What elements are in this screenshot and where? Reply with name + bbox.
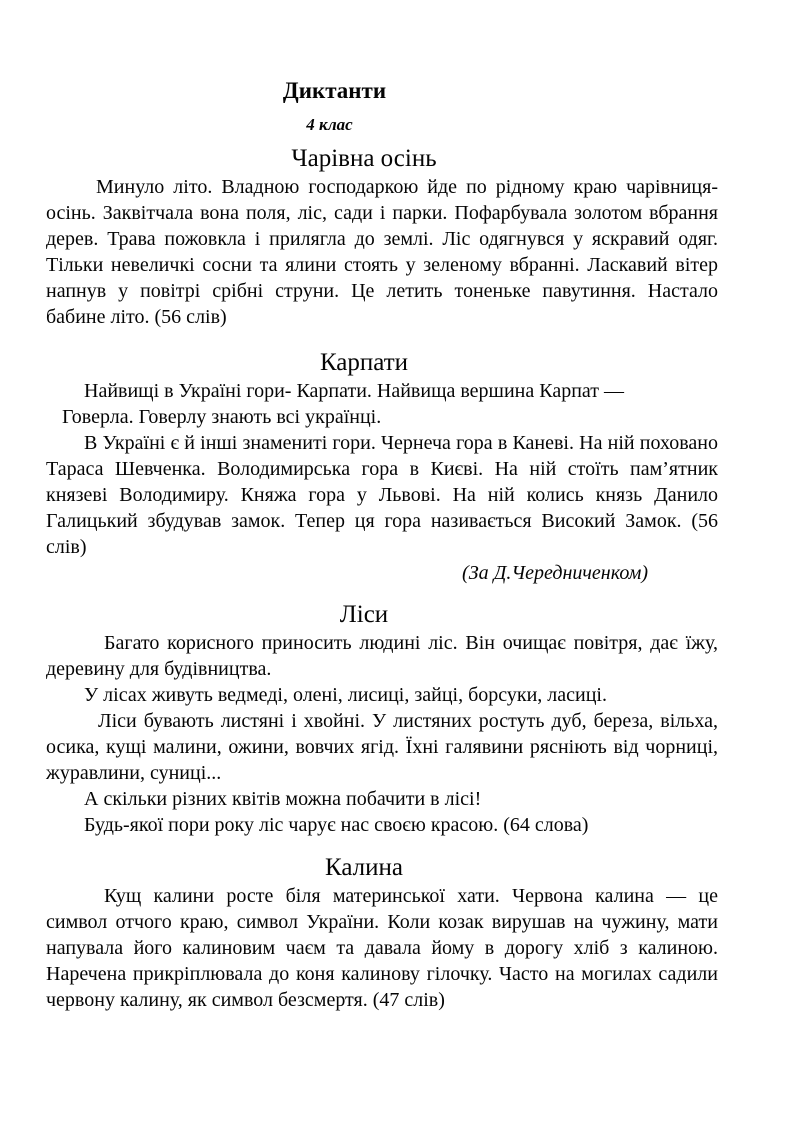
section-kalyna — [46, 852, 718, 1013]
section-heading: Чарівна осінь — [291, 145, 437, 172]
section-heading: Калина — [325, 854, 403, 881]
doc-title: Диктанти — [282, 78, 387, 103]
paragraph: Багато корисного приносить людині ліс. Він очищає повітря, дає їжу, деревину для будівництва. — [46, 632, 718, 680]
section-lisy — [46, 599, 718, 838]
section-karpaty — [46, 347, 718, 586]
paragraph-line: Говерла. Говерлу знають всі українці. — [62, 406, 382, 428]
paragraph-line: Найвищі в Україні гори- Карпати. Найвища вершина Карпат — — [84, 380, 624, 402]
paragraph: Минуло літо. Владною господаркою йде по рідному краю чарівниця-осінь. Заквітчала вона поля, ліс, сади і парки. Пофарбувала золотом вбрання дерев. Трава пожовкла і прилягла до землі. Ліс одягнувся у яскравий одяг. Тільки невеличкі сосни та ялини стоять у зеленому вбранні. Ласкавий вітер напнув у повітрі срібні струни. Це летить тоненьке павутиння. Настало бабине літо. (56 слів) — [46, 176, 718, 328]
section-charivna-osin — [46, 143, 718, 330]
doc-subtitle: 4 клас — [306, 115, 353, 134]
paragraph: В Україні є й інші знамениті гори. Чернеча гора в Каневі. На ній поховано Тараса Шевченка. Володимирська гора в Києві. На ній стоїть пам’ятник князеві Володимиру. Княжа гора у Львові. На ній колись князь Данило Галицький збудував замок. Тепер ця гора називається Високий Замок. (56 слів) — [46, 432, 718, 558]
paragraph: Будь-якої пори року ліс чарує нас своєю красою. (64 слова) — [84, 814, 589, 836]
paragraph: У лісах живуть ведмеді, олені, лисиці, зайці, борсуки, ласиці. — [84, 684, 607, 706]
paragraph: А скільки різних квітів можна побачити в лісі! — [84, 788, 482, 810]
section-heading: Карпати — [319, 349, 409, 376]
attribution: (За Д.Чередниченком) — [462, 562, 648, 584]
paragraph: Кущ калини росте біля материнської хати. Червона калина — це символ отчого краю, символ України. Коли козак вирушав на чужину, мати напувала його калиновим чаєм та давала йому в дорогу хліб з калиною. Наречена прикріплювала до коня калинову гілочку. Часто на могилах садили червону калину, як символ безсмертя. (47 слів) — [46, 885, 718, 1011]
section-heading: Ліси — [339, 601, 389, 628]
paragraph: Ліси бувають листяні і хвойні. У листяних ростуть дуб, береза, вільха, осика, кущі малини, ожини, вовчих ягід. Їхні галявини рясніють від чорниці, журавлини, суниці... — [46, 710, 718, 784]
